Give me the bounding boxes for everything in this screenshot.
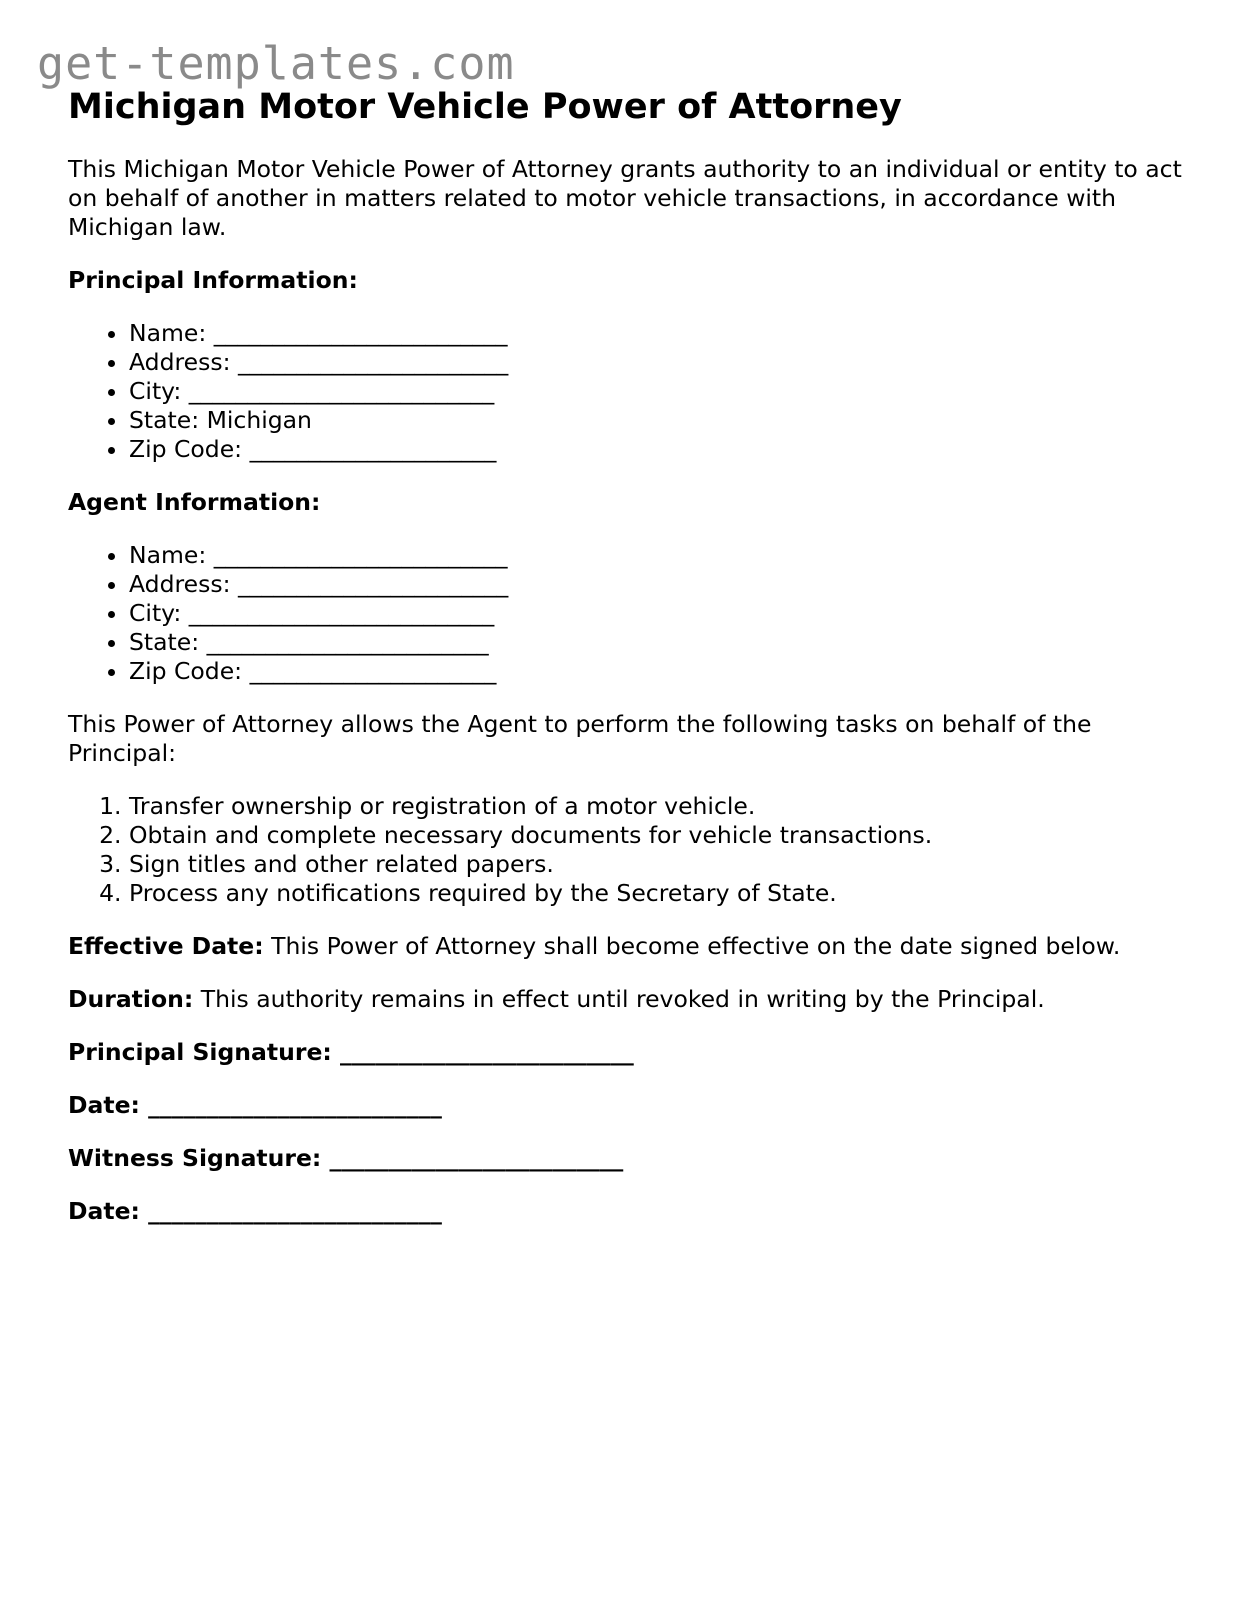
task-item: 1. Transfer ownership or registration of a motor vehicle. [129, 792, 1188, 821]
principal-heading: Principal Information: [68, 266, 358, 294]
task-item: 3. Sign titles and other related papers. [129, 850, 1188, 879]
duration-clause [68, 985, 1188, 1014]
tasks-intro: This Power of Attorney allows the Agent to perform the following tasks on behalf of the Principal: [68, 710, 1092, 767]
task-item: 4. Process any notifications required by the Secretary of State. [129, 879, 1188, 908]
principal-state-field: • State: Michigan [129, 406, 1188, 435]
principal-zip-field[interactable]: • Zip Code: _____________________ [129, 435, 1188, 464]
effective-date-clause [68, 932, 1188, 961]
agent-fields-list [68, 541, 1188, 686]
intro-paragraph: This Michigan Motor Vehicle Power of Attorney grants authority to an individual or entity to act on behalf of another in matters related to motor vehicle transactions, in accordance with Michigan law. [68, 155, 1182, 241]
effective-date-text: This Power of Attorney shall become effective on the date signed below. [263, 932, 1121, 960]
watermark: get-templates.com [37, 37, 515, 90]
principal-date-line[interactable]: Date: _________________________ [68, 1091, 442, 1119]
page-title: Michigan Motor Vehicle Power of Attorney [68, 87, 902, 127]
duration-text: This authority remains in effect until revoked in writing by the Principal. [193, 985, 1045, 1013]
principal-name-field[interactable]: • Name: _________________________ [129, 319, 1188, 348]
agent-address-field[interactable]: • Address: _______________________ [129, 570, 1188, 599]
agent-zip-field[interactable]: • Zip Code: _____________________ [129, 657, 1188, 686]
principal-address-field[interactable]: • Address: _______________________ [129, 348, 1188, 377]
duration-label: Duration: [68, 985, 194, 1013]
agent-state-field[interactable]: • State: ________________________ [129, 628, 1188, 657]
witness-date-line[interactable]: Date: _________________________ [68, 1197, 442, 1225]
task-item: 2. Obtain and complete necessary documents for vehicle transactions. [129, 821, 1188, 850]
witness-signature-line[interactable]: Witness Signature: _________________________ [68, 1144, 624, 1172]
principal-signature-line[interactable]: Principal Signature: _________________________ [68, 1038, 634, 1066]
agent-heading: Agent Information: [68, 488, 321, 516]
agent-name-field[interactable]: • Name: _________________________ [129, 541, 1188, 570]
principal-fields-list [68, 319, 1188, 464]
effective-date-label: Effective Date: [68, 932, 264, 960]
document-body [68, 83, 1188, 1226]
agent-city-field[interactable]: • City: __________________________ [129, 599, 1188, 628]
tasks-list [68, 792, 1188, 908]
principal-city-field[interactable]: • City: __________________________ [129, 377, 1188, 406]
